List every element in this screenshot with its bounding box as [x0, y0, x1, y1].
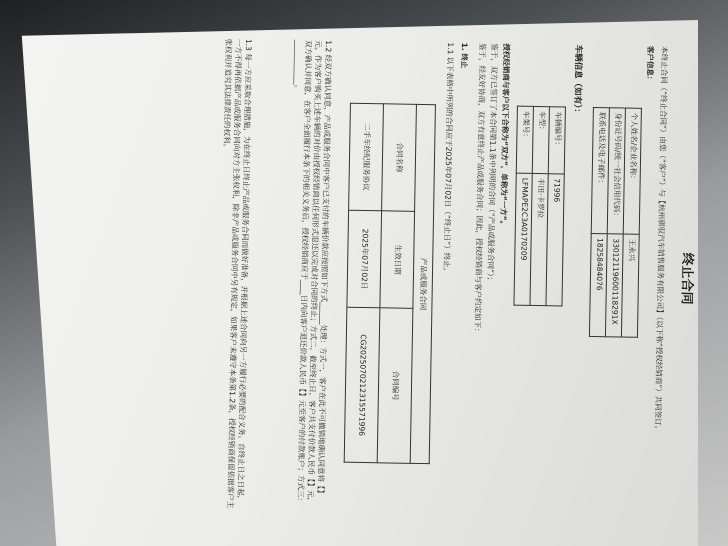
table-cell-label: 车辆编号： — [548, 107, 565, 174]
clause-1-2: 1.2 经双方确认同意，产品或服务合同中客户已支付的车辆价款应按照如下方式______处理：方式一，客户在此不可撤销地确认同意将【】元，作为客户购买上述车辆的对价由授权经销商以任何形式退还以完成对合同的终止；方式二，截至终止日，客户共支付价款人民币【】元，双方确认并同意，在客户全面履行本条下的相关义务后，授权经销商应于____日内向客户退还价款人民币【】元至客户的付款账户；方式三：____________。 — [292, 39, 334, 506]
table-cell-label: 联系电话及电子邮件： — [591, 107, 609, 233]
customer-info-table — [589, 107, 642, 338]
table-cell: 二手车经纪服务协议 — [349, 103, 384, 210]
section-heading-termination: 1. 终止 — [459, 42, 470, 69]
document-rotated-frame — [15, 17, 714, 529]
table-cell-value: 33012119600118291X — [605, 234, 623, 337]
table-caption: 产品或服务合同 — [410, 104, 435, 463]
table-cell-value: 71996 — [546, 174, 564, 306]
table-header-cell: 生效日期 — [380, 211, 415, 309]
table-header-cell: 合同名称 — [382, 104, 417, 211]
table-cell: CG2025070212315571996 — [344, 307, 380, 462]
table-cell: 2025年07月02日 — [347, 210, 382, 308]
document-title: 终止合同 — [678, 252, 695, 305]
table-cell-label: 身份证号码/统一社会信用代码： — [607, 108, 625, 234]
table-header-row — [377, 104, 416, 464]
intro-paragraph: 本终止合同（“终止合同”）由您（“客户”）与【杭州骐驭汽车销售服务有限公司】（以下称“授权经销商”）共同签订。 — [653, 46, 670, 434]
service-contract-table — [344, 103, 436, 464]
table-cell-value: 丰田·卡罗拉 — [530, 173, 548, 305]
table-cell-label: 车型： — [532, 106, 549, 173]
parties-definition-note: 授权经销商与客户以下合称为“双方”，单称为“一方”。 — [498, 43, 512, 229]
recital-two: 鉴于，经友好协商，双方有意终止产品或服务合同；因此，授权经销商与客户约定如下： — [472, 42, 488, 336]
customer-info-label: 客户信息： — [645, 45, 656, 84]
table-header-cell: 合同编号 — [377, 308, 413, 463]
table-cell-value: 18258484076 — [589, 233, 607, 336]
vehicle-info-table — [513, 106, 565, 307]
recital-one: 鉴于，双方已签订了本合同第1.1条中列明的合同（“产品或服务合同”）； — [485, 43, 500, 285]
table-cell-value: LFMAPE2C3A0170209 — [514, 173, 532, 305]
table-cell-label: 个人姓名/企业名称： — [623, 108, 641, 234]
vehicle-info-heading: 车辆信息（如有）： — [571, 44, 584, 118]
table-cell-value: 王永兴 — [621, 234, 639, 337]
table-row — [344, 103, 383, 463]
table-cell-label: 车架号： — [516, 106, 533, 173]
termination-contract-document — [15, 17, 714, 529]
clause-1-1: 1.1 以下表格中所列的合同应于2025年07月02日（“终止日”）终止。 — [441, 42, 456, 276]
clause-1-3: 1.3 每一方应采取合理措施，为在终止日终止产品或服务合同而做好准备，并根据上述合同向另一方履行必要的配合义务。自终止日之日起，一方不得再依据产品或服务合同向对方主张权利，除非产品或服务合同中另有规定，如果客户未遵守本条第1.2条，授权经销商保留依据客户主张权利并追究其法律责任的权利。 — [221, 38, 254, 509]
